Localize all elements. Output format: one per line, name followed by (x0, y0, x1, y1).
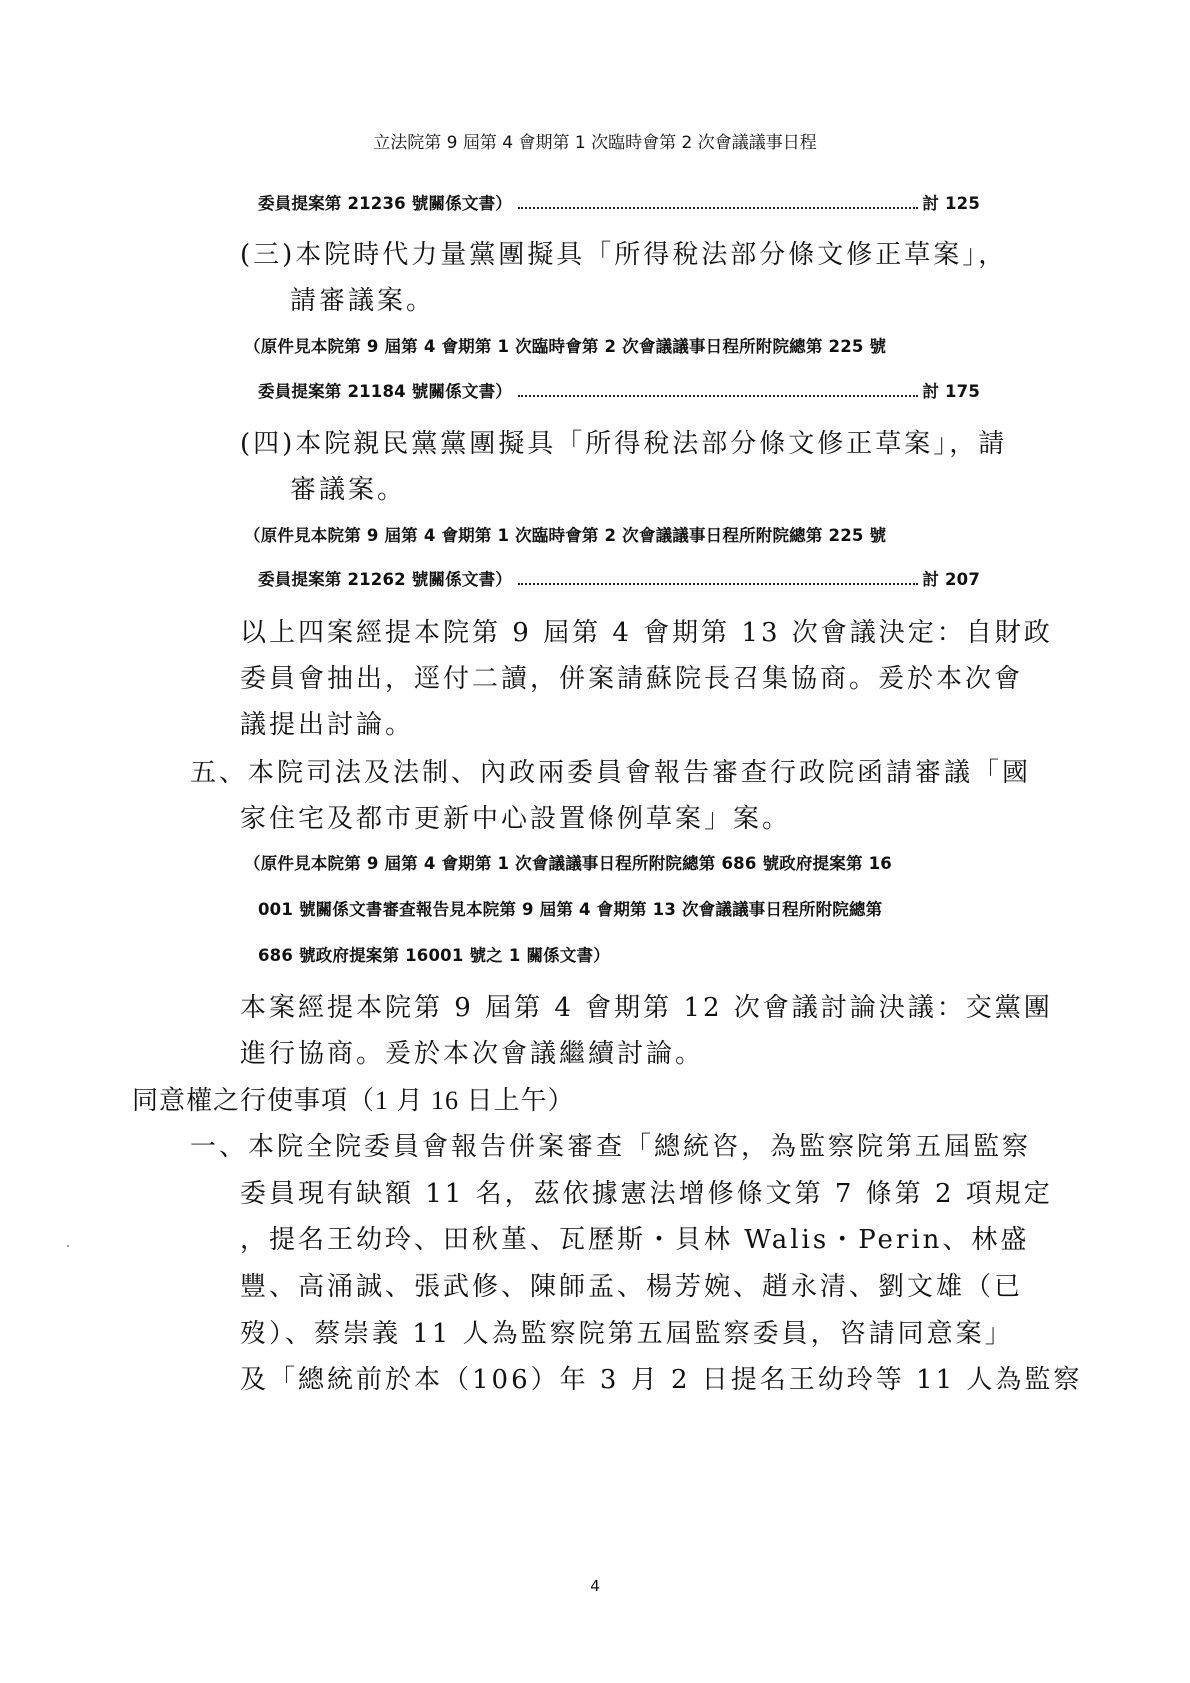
reference-line: （原件見本院第 9 屆第 4 會期第 1 次會議議事日程所附院總第 686 號政府提案第 16 (244, 854, 892, 873)
reference-line: 686 號政府提案第 16001 號之 1 關係文書） (258, 946, 610, 965)
page-header: 立法院第 9 屆第 4 會期第 1 次臨時會第 2 次會議議事日程 (373, 133, 817, 153)
consent-item-line: 委員現有缺額 11 名，茲依據憲法增修條文第 7 條第 2 項規定 (240, 1179, 1053, 1209)
consent-item-line: 及「總統前於本（106）年 3 月 2 日提名王幼玲等 11 人為監察 (240, 1365, 1083, 1395)
reference-text: 委員提案第 21236 號關係文書） (258, 194, 512, 213)
decision-line: 進行協商。爰於本次會議繼續討論。 (240, 1039, 705, 1069)
decision-line: 議提出討論。 (240, 710, 415, 740)
consent-item-line: 一、本院全院委員會報告併案審查「總統咨，為監察院第五屆監察 (190, 1132, 1032, 1162)
leader-dots (518, 206, 918, 209)
consent-item-line: 豐、高涌誠、張武修、陳師孟、楊芳婉、趙永清、劉文雄（已 (240, 1272, 1024, 1302)
item-3-line-2: 請審議案。 (290, 286, 436, 316)
leader-dots (518, 582, 918, 585)
reference-text: 委員提案第 21184 號關係文書） (258, 382, 512, 401)
item-five-line: 家住宅及都市更新中心設置條例草案」案。 (240, 804, 792, 834)
page-number: 4 (590, 1577, 600, 1595)
reference-line: （原件見本院第 9 屆第 4 會期第 1 次臨時會第 2 次會議議事日程所附院總第 225 號 (244, 337, 887, 356)
reference-page: 討 207 (922, 570, 980, 589)
reference-page: 討 175 (922, 382, 980, 401)
reference-line: 001 號關係文書審查報告見本院第 9 屆第 4 會期第 13 次會議議事日程所附院總第 (258, 900, 883, 919)
reference-text: 委員提案第 21262 號關係文書） (258, 570, 512, 589)
scan-speck (67, 1245, 69, 1247)
leader-dots (518, 394, 918, 397)
reference-page: 討 125 (922, 194, 980, 213)
item-4-line-2: 審議案。 (290, 475, 407, 505)
item-3-line-1: (三)本院時代力量黨團擬具「所得稅法部分條文修正草案」， (240, 240, 1008, 270)
item-five-line: 五、本院司法及法制、內政兩委員會報告審查行政院函請審議「國 (190, 758, 1032, 788)
reference-line (258, 190, 980, 214)
decision-line: 本案經提本院第 9 屆第 4 會期第 12 次會議討論決議：交黨團 (240, 993, 1053, 1023)
decision-line: 以上四案經提本院第 9 屆第 4 會期第 13 次會議決定：自財政 (240, 618, 1053, 648)
section-heading: 同意權之行使事項（1 月 16 日上午） (132, 1086, 575, 1115)
consent-item-line: ，提名王幼玲、田秋堇、瓦歷斯・貝林 Walis・Perin、林盛 (240, 1225, 1030, 1255)
decision-line: 委員會抽出，逕付二讀，併案請蘇院長召集協商。爰於本次會 (240, 664, 1024, 694)
reference-line (258, 378, 980, 402)
consent-item-line: 歿）、蔡崇義 11 人為監察院第五屆監察委員，咨請同意案」 (240, 1319, 1014, 1349)
item-4-line-1: (四)本院親民黨黨團擬具「所得稅法部分條文修正草案」，請 (240, 429, 1008, 459)
reference-line (258, 566, 980, 590)
reference-line: （原件見本院第 9 屆第 4 會期第 1 次臨時會第 2 次會議議事日程所附院總第 225 號 (244, 526, 887, 545)
